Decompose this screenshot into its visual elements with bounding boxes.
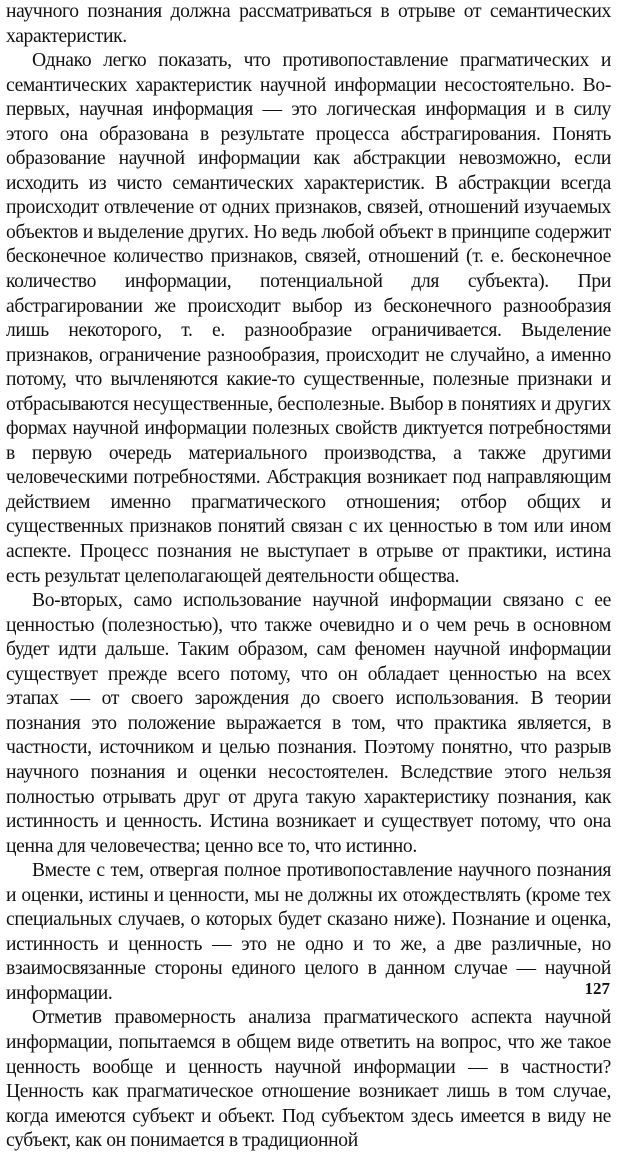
paragraph: Отметив правомерность анализа прагматического аспекта научной информации, попытаемся в общем виде ответить на вопрос, что же такое ценность вообще и ценность научной информации — в частности? Ценность как прагматическое отношение возникает лишь в том случае, когда имеются субъект и объект. Под субъектом здесь имеется в виду не субъект, как он понимается в традиционной	[6, 1007, 611, 1152]
paragraph: Однако легко показать, что противопоставление прагматических и семантических характеристик научной информации несостоятельно. Во-первых, научная информация — это логическая информация и в силу этого она образована в результате процесса абстрагирования. Понять образование научной информации как абстракции невозможно, если исходить из чисто семантических характеристик. В абстракции всегда происходит отвлечение от одних признаков, связей, отношений изучаемых объектов и выделение других. Но ведь любой объект в принципе содержит бесконечное количество признаков, связей, отношений (т. е. бесконечное количество информации, потенциальной для субъекта). При абстрагировании же происходит выбор из бесконечного разнообразия лишь некоторого, т. е. разнообразие ограничивается. Выделение признаков, ограничение разнообразия, происходит не случайно, а именно потому, что вычленяются какие-то существенные, полезные признаки и отбрасываются несущественные, бесполезные. Выбор в понятиях и других формах научной информации полезных свойств диктуется потребностями в первую очередь материального производства, а также другими человеческими потребностями. Абстракция возникает под направляющим действием именно прагматического отношения; отбор общих и существенных признаков понятий связан с их ценностью в том или ином аспекте. Процесс познания не выступает в отрыве от практики, истина есть результат целеполагающей деятельности общества.	[6, 50, 611, 587]
paragraph: Вместе с тем, отвергая полное противопоставление научного познания и оценки, истины и ценности, мы не должны их отождествлять (кроме тех специальных случаев, о которых будет сказано ниже). Познание и оценка, истинность и ценность — это не одно и то же, а две различные, но взаимосвязанные стороны единого целого в данном случае — научной информации.	[6, 860, 611, 1004]
paragraph-continuation: научного познания должна рассматриваться в отрыве от семантических характеристик.	[6, 1, 611, 47]
paragraph: Во-вторых, само использование научной информации связано с ее ценностью (полезностью), что также очевидно и о чем речь в основном будет идти дальше. Таким образом, сам феномен научной информации существует прежде всего потому, что он обладает ценностью на всех этапах — от своего зарождения до своего использования. В теории познания это положение выражается в том, что практика является, в частности, источником и целью познания. Поэтому понятно, что разрыв научного познания и оценки несостоятелен. Вследствие этого нельзя полностью отрывать друг от друга такую характеристику познания, как истинность и ценность. Истина возникает и существует потому, что она ценна для человечества; ценно все то, что истинно.	[6, 590, 611, 857]
body-text	[6, 0, 611, 1154]
page-number: 127	[584, 979, 610, 998]
